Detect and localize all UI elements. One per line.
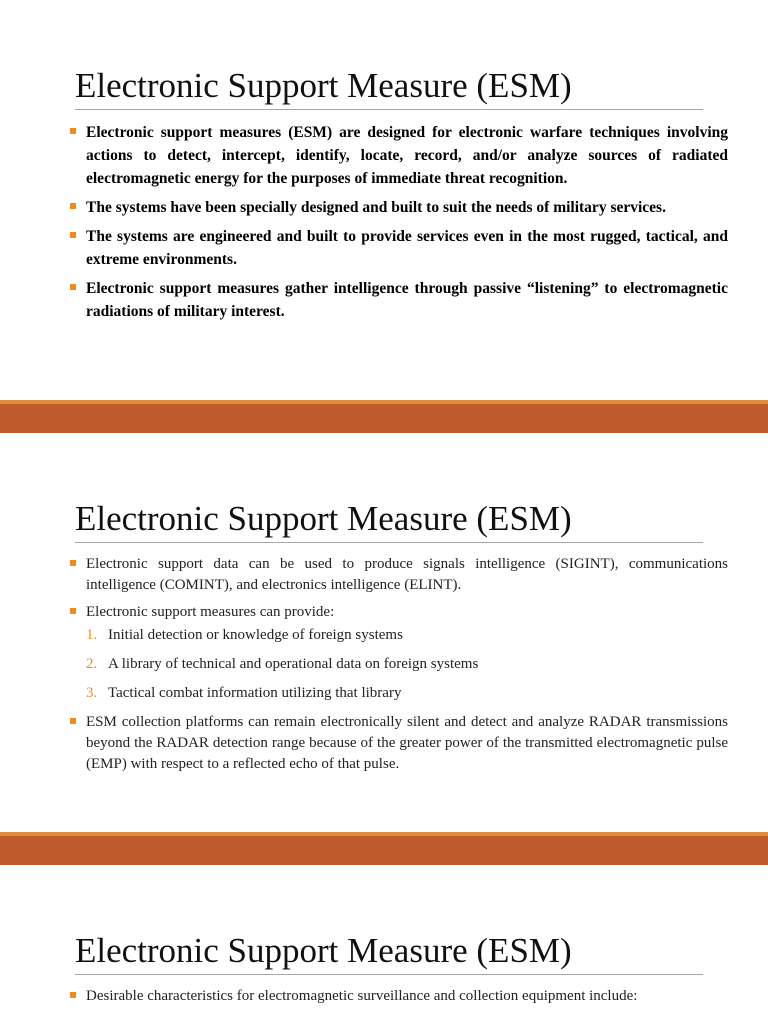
list-item: Electronic support measures can provide: 1. Initial detection or knowledge of foreign systems 2. A library of technical and operational data on foreign systems 3. Tactical combat information utilizing that library bbox=[66, 602, 728, 704]
square-bullet-icon bbox=[70, 992, 76, 998]
list-item: Electronic support measures gather intelligence through passive “listening” to electromagnetic radiations of military interest. bbox=[66, 277, 728, 323]
list-item: Electronic support data can be used to produce signals intelligence (SIGINT), communications intelligence (COMINT), and electronics intelligence (ELINT). bbox=[66, 554, 728, 596]
slide-3 bbox=[0, 865, 768, 1024]
list-item: Desirable characteristics for electromagnetic surveillance and collection equipment include: bbox=[66, 986, 728, 1007]
square-bullet-icon bbox=[70, 232, 76, 238]
numbered-item: 3. Tactical combat information utilizing that library bbox=[86, 685, 402, 701]
slide-2 bbox=[0, 433, 768, 832]
list-item: The systems are engineered and built to provide services even in the most rugged, tactical, and extreme environments. bbox=[66, 225, 728, 271]
title-rule bbox=[75, 974, 703, 975]
square-bullet-icon bbox=[70, 718, 76, 724]
slide-separator bbox=[0, 400, 768, 433]
numbered-item: 1. Initial detection or knowledge of foreign systems bbox=[86, 627, 403, 643]
bullet-list bbox=[66, 554, 728, 781]
slide-separator bbox=[0, 832, 768, 865]
slide-title: Electronic Support Measure (ESM) bbox=[75, 499, 572, 538]
square-bullet-icon bbox=[70, 284, 76, 290]
bullet-list bbox=[66, 121, 728, 329]
slide-title: Electronic Support Measure (ESM) bbox=[75, 931, 572, 970]
square-bullet-icon bbox=[70, 560, 76, 566]
list-item: Electronic support measures (ESM) are designed for electronic warfare techniques involving actions to detect, intercept, identify, locate, record, and/or analyze sources of radiated electromagnetic energy for the purposes of immediate threat recognition. bbox=[66, 121, 728, 190]
list-item: The systems have been specially designed and built to suit the needs of military services. bbox=[66, 196, 728, 219]
numbered-item: 2. A library of technical and operational data on foreign systems bbox=[86, 656, 479, 672]
title-rule bbox=[75, 109, 703, 110]
square-bullet-icon bbox=[70, 128, 76, 134]
list-item: ESM collection platforms can remain electronically silent and detect and analyze RADAR transmissions beyond the RADAR detection range because of the greater power of the transmitted electromagnetic pulse (EMP) with respect to a reflected echo of that pulse. bbox=[66, 712, 728, 775]
square-bullet-icon bbox=[70, 608, 76, 614]
square-bullet-icon bbox=[70, 203, 76, 209]
numbered-list bbox=[86, 625, 728, 704]
slide-1 bbox=[0, 0, 768, 400]
bullet-list bbox=[66, 986, 728, 1013]
title-rule bbox=[75, 542, 703, 543]
slide-title: Electronic Support Measure (ESM) bbox=[75, 66, 572, 105]
